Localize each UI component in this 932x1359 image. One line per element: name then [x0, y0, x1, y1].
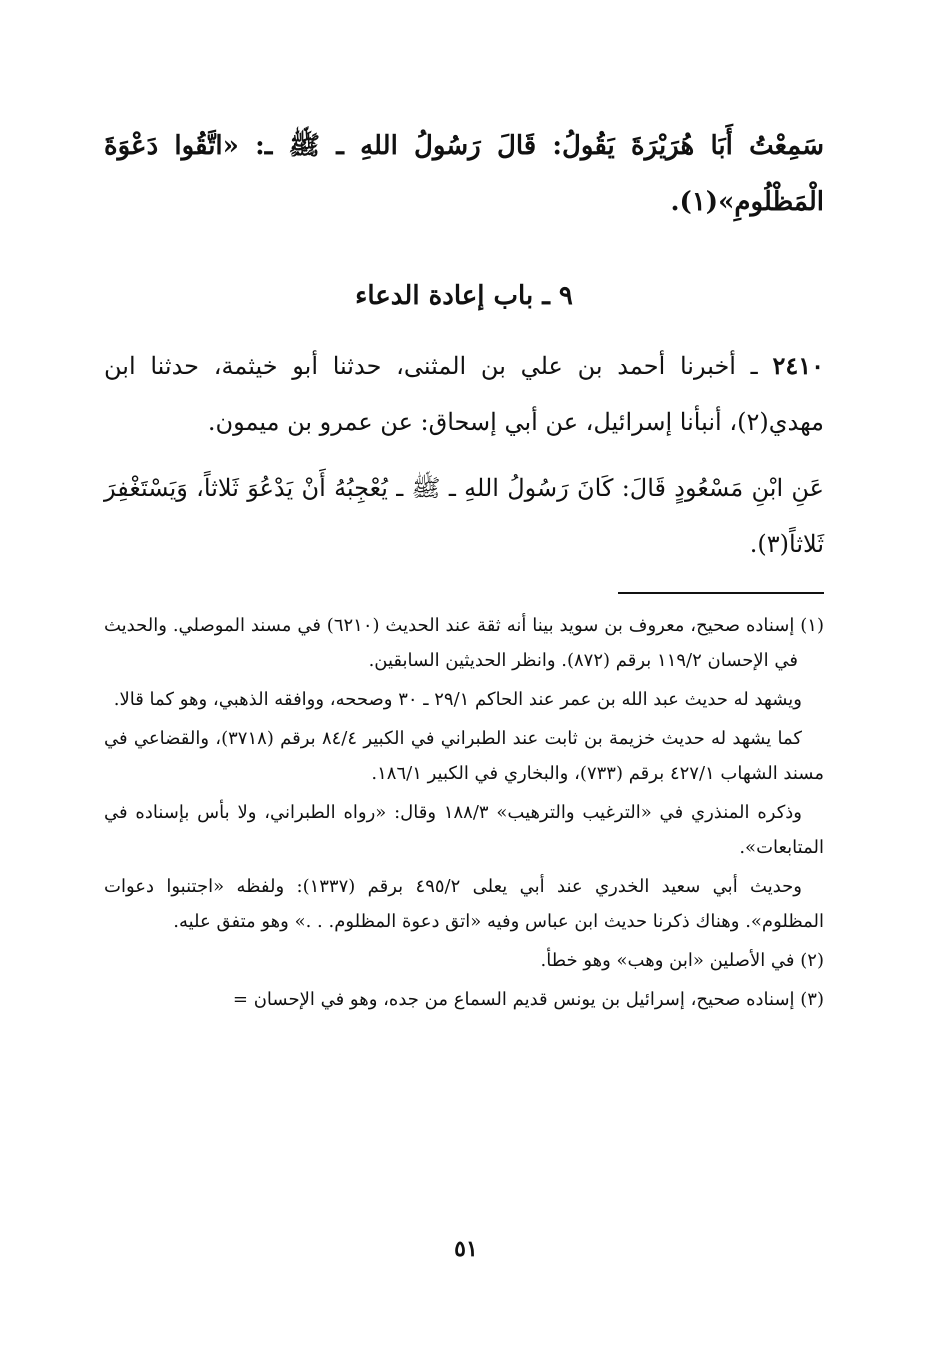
- footnote-2: (٢) في الأصلين «ابن وهب» وهو خطأ.: [540, 950, 824, 971]
- hadith-isnad: [104, 338, 824, 450]
- hadith-isnad-text: ـ أخبرنا أحمد بن علي بن المثنى، حدثنا أبو خيثمة، حدثنا ابن مهدي(٢)، أنبأنا إسرائيل، عن أبي إسحاق: عن عمرو بن ميمون.: [104, 352, 824, 436]
- footnote-1: (١) إسناده صحيح، معروف بن سويد بينا أنه ثقة عند الحديث (٦٢١٠) في مسند الموصلي. والحديث في الإحسان ١١٩/٢ برقم (٨٧٢). وانظر الحديثين السابقين.: [104, 615, 824, 671]
- footnotes: [104, 608, 824, 1017]
- footnote-1-paragraph-5: وحديث أبي سعيد الخدري عند أبي يعلى ٤٩٥/٢ برقم (١٣٣٧): ولفظه «اجتنبوا دعوات المظلوم». وهناك ذكرنا حديث ابن عباس وفيه «اتق دعوة المظلوم. . .» وهو متفق عليه.: [104, 876, 824, 932]
- chapter-title: ٩ ـ باب إعادة الدعاء: [355, 281, 573, 311]
- footnote-3: (٣) إسناده صحيح، إسرائيل بن يونس قديم السماع من جده، وهو في الإحسان =: [232, 989, 824, 1010]
- footnote-divider: [618, 592, 824, 594]
- footnote-1-paragraph-2: ويشهد له حديث عبد الله بن عمر عند الحاكم ٢٩/١ ـ ٣٠ وصححه، ووافقه الذهبي، وهو كما قالا.: [113, 689, 802, 710]
- page-number: ٥١: [454, 1236, 478, 1262]
- top-hadith-text: سَمِعْتُ أَبَا هُرَيْرَةَ يَقُولُ: قَالَ رَسُولُ اللهِ ـ ﷺ ـ: «اتَّقُوا دَعْوَةَ الْمَظْلُومِ»(١).: [104, 131, 824, 217]
- hadith-number: ٢٤١٠: [772, 351, 824, 380]
- hadith-matn: عَنِ ابْنِ مَسْعُودٍ قَالَ: كَانَ رَسُولُ اللهِ ـ ﷺ ـ يُعْجِبُهُ أَنْ يَدْعُوَ ثَلاثاً، وَيَسْتَغْفِرَ ثَلاثاً(٣).: [104, 474, 825, 558]
- page-content: [104, 118, 824, 1021]
- footnote-1-paragraph-4: وذكره المنذري في «الترغيب والترهيب» ١٨٨/٣ وقال: «رواه الطبراني، ولا بأس بإسناده في المتابعات».: [104, 802, 824, 858]
- footnote-1-paragraph-3: كما يشهد له حديث خزيمة بن ثابت عند الطبراني في الكبير ٨٤/٤ برقم (٣٧١٨)، والقضاعي في مسند الشهاب ٤٢٧/١ برقم (٧٣٣)، والبخاري في الكبير ١٨٦/١.: [104, 728, 824, 784]
